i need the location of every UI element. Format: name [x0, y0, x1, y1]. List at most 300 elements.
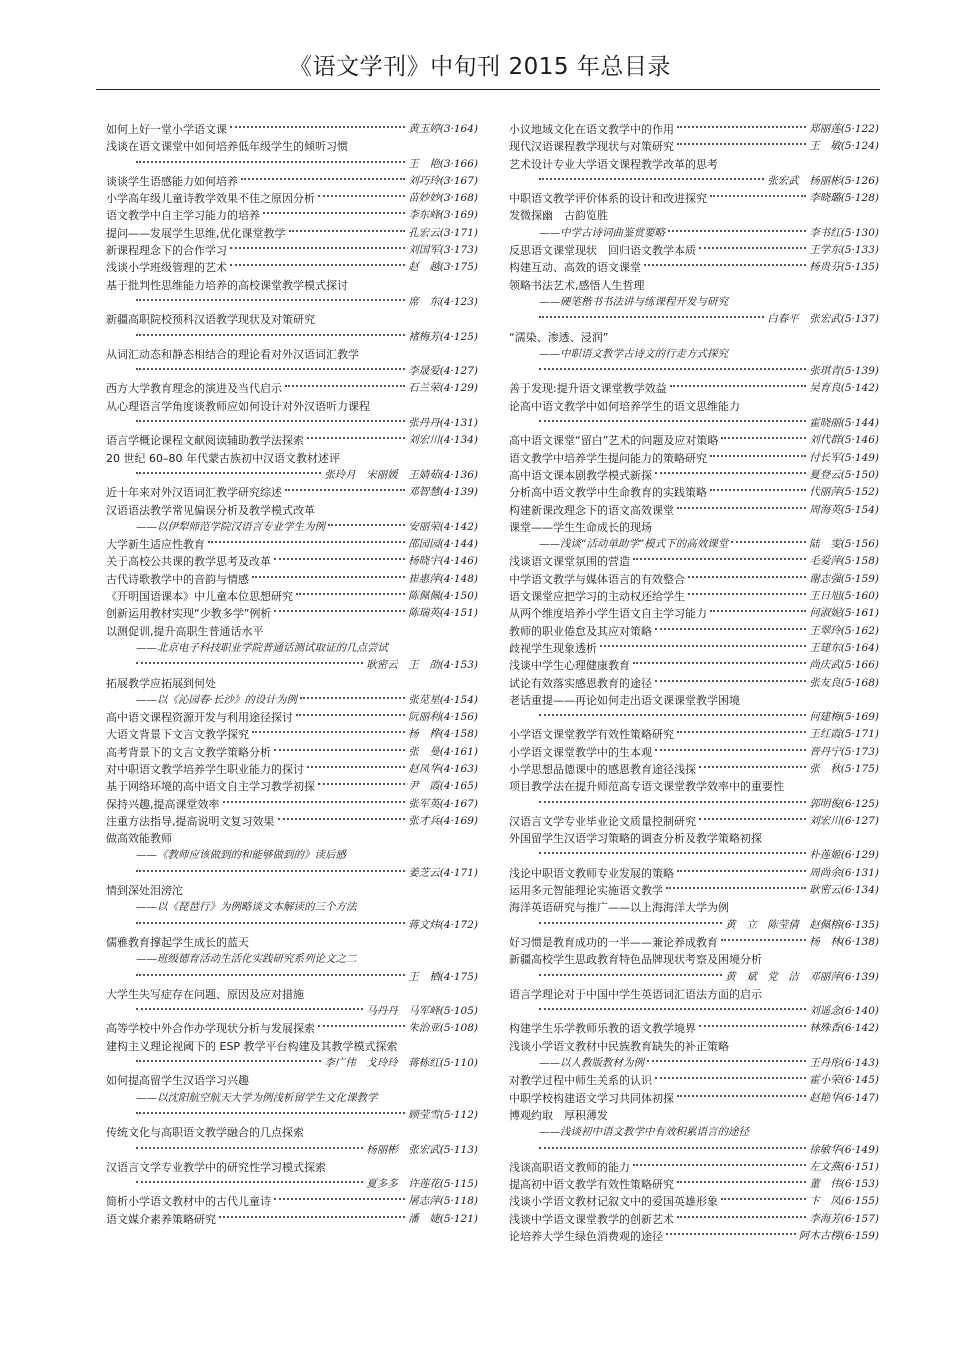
leader-dots [688, 571, 806, 578]
toc-entry-title: ——班级德育活动生活化实践研究系列论文之二 [136, 953, 357, 966]
toc-entry-author-page: 张苋星(4·154) [408, 693, 478, 706]
leader-dots [539, 415, 806, 422]
toc-entry-title: ——中职语文教学古诗文的行走方式探究 [539, 347, 728, 360]
toc-entry-title: 浅谈小学班级管理的艺术 [106, 261, 227, 275]
toc-entry-title: 海洋英语研究与推广——以上海海洋大学为例 [509, 901, 729, 915]
toc-author-line [106, 1107, 478, 1124]
toc-entry-title: 关于高校公共课的教学思考及改革 [106, 555, 271, 569]
leader-dots [136, 969, 405, 976]
toc-entry [106, 830, 478, 847]
toc-entry [106, 1072, 478, 1089]
toc-entry-title: 语文课堂应把学习的主动权还给学生 [509, 590, 685, 604]
leader-dots [230, 121, 405, 128]
toc-author-line [509, 917, 879, 934]
toc-entry-author-page: 邓智慧(4·139) [408, 486, 478, 499]
leader-dots [710, 190, 806, 197]
toc-author-line [509, 969, 879, 986]
toc-entry [106, 778, 478, 795]
toc-entry [106, 121, 478, 138]
toc-entry [509, 675, 879, 692]
toc-entry [509, 657, 879, 674]
toc-entry-title: 新疆高校学生思政教育特色品牌现状考察及困境分析 [509, 953, 762, 967]
toc-entry [106, 588, 478, 605]
toc-entry [509, 778, 879, 795]
leader-dots [539, 796, 806, 803]
toc-entry-author-page: 马丹丹 马军峰(5·105) [366, 1005, 478, 1018]
toc-entry [509, 467, 879, 484]
toc-entry-author-page: 李东峰(3·169) [408, 209, 478, 222]
toc-entry-author-page: 阮丽利(4·156) [408, 711, 478, 724]
leader-dots [731, 536, 806, 543]
toc-entry [509, 744, 879, 761]
toc-entry-author-page: 褚梅芳(4·125) [408, 330, 478, 343]
toc-entry-title: 教师的职业倦怠及其应对策略 [509, 624, 652, 638]
toc-subtitle-line [106, 1090, 478, 1107]
toc-entry [106, 1124, 478, 1141]
toc-entry [509, 1090, 879, 1107]
toc-entry [106, 380, 478, 397]
toc-entry-author-page: 黄 斌 党 洁 邓丽萍(6·139) [725, 970, 879, 983]
toc-entry-title: ——以伊犁师范学院汉语言专业学生为例 [136, 520, 325, 533]
toc-author-line [106, 415, 478, 432]
toc-entry [509, 865, 879, 882]
toc-entry [509, 553, 879, 570]
toc-entry [106, 398, 478, 415]
toc-entry-author-page: 赵 越(3·175) [408, 261, 478, 274]
leader-dots [136, 156, 405, 163]
toc-entry-author-page: 杨 桦(4·158) [408, 728, 478, 741]
leader-dots [289, 225, 406, 232]
toc-entry [106, 623, 478, 640]
toc-entry-author-page: 刘遥念(6·140) [809, 1005, 879, 1018]
toc-author-line [509, 847, 879, 864]
leader-dots [699, 761, 806, 768]
toc-entry-title: 小学高年级儿童诗教学效果不佳之原因分析 [106, 192, 315, 206]
toc-entry-title: 大学生失写症存在问题、原因及应对措施 [106, 987, 304, 1001]
leader-dots [136, 657, 363, 664]
toc-entry-author-page: 王日旭(5·160) [809, 590, 879, 603]
leader-dots [296, 588, 405, 595]
toc-entry-title: 拓展教学应拓展到何处 [106, 676, 216, 690]
toc-entry-author-page: 朴莲姬(6·129) [809, 849, 879, 862]
toc-entry [509, 484, 879, 501]
leader-dots [668, 225, 806, 232]
toc-entry-author-page: 王建东(5·164) [809, 641, 879, 654]
leader-dots [699, 242, 806, 249]
toc-entry-author-page: 席 东(4·123) [408, 295, 478, 308]
toc-entry-author-page: 吴育良(5·142) [809, 382, 879, 395]
toc-entry [106, 1159, 478, 1176]
leader-dots [539, 173, 764, 180]
leader-dots [677, 138, 806, 145]
toc-entry-author-page: 石兰荣(4·129) [408, 382, 478, 395]
toc-entry-title: 基于批判性思维能力培养的高校课堂教学模式探讨 [106, 278, 348, 292]
toc-entry [509, 692, 879, 709]
toc-entry [509, 726, 879, 743]
toc-entry-title: 语文教学中培养学生提问能力的策略研究 [509, 451, 707, 465]
toc-entry-author-page: 张军英(4·167) [408, 797, 478, 810]
leader-dots [539, 1003, 806, 1010]
toc-entry [106, 173, 478, 190]
toc-entry [509, 207, 879, 224]
toc-entry-title: 大语文背景下文言文教学探究 [106, 728, 249, 742]
toc-entry-title: 高中语文课堂“留白”艺术的问题及应对策略 [509, 434, 719, 448]
toc-entry-title: 外国留学生汉语学习策略的调查分析及教学策略初探 [509, 832, 762, 846]
toc-entry [509, 1038, 879, 1055]
toc-entry [509, 899, 879, 916]
toc-entry-author-page: 张 曼(4·161) [408, 745, 478, 758]
toc-entry-author-page: 何建梅(5·169) [809, 711, 879, 724]
leader-dots [677, 865, 806, 872]
toc-entry-author-page: 王 栖(4·175) [408, 970, 478, 983]
toc-entry-title: 新疆高职院校预科汉语教学现状及对策研究 [106, 313, 315, 327]
toc-entry-author-page: 李书红(5·130) [809, 226, 879, 239]
toc-entry-title: 近十年来对外汉语词汇教学研究综述 [106, 486, 282, 500]
toc-entry-author-page: 耿密云 王 劭(4·153) [366, 659, 478, 672]
toc-entry-author-page: 陆 雯(5·156) [809, 538, 879, 551]
toc-entry-title: ——中学古诗词曲鉴赏要略 [539, 226, 665, 239]
toc-entry-author-page: 杨丽彬 张宏武(5·113) [366, 1143, 478, 1156]
toc-entry [509, 761, 879, 778]
toc-entry-author-page: 李海芳(6·157) [809, 1212, 879, 1225]
toc-entry-author-page: 杨 林(6·138) [809, 935, 879, 948]
toc-author-line [106, 1003, 478, 1020]
toc-entry-title: 情到深处泪滂沱 [106, 884, 183, 898]
toc-entry [106, 1038, 478, 1055]
toc-entry-title: 《开明国语课本》中儿童本位思想研究 [106, 590, 293, 604]
leader-dots [318, 190, 405, 197]
leader-dots [644, 259, 806, 266]
toc-entry-author-page: 郑丽莲(5·122) [809, 123, 879, 135]
toc-entry-title: ——以人教版教材为例 [539, 1057, 644, 1070]
leader-dots [688, 588, 806, 595]
leader-dots [274, 1193, 405, 1200]
toc-entry-title: 儒雅教育撑起学生成长的蓝天 [106, 935, 249, 949]
leader-dots [285, 380, 405, 387]
toc-left-column [106, 121, 478, 1228]
leader-dots [539, 969, 722, 976]
leader-dots [710, 605, 806, 612]
leader-dots [223, 796, 406, 803]
toc-entry-title: 好习惯是教育成功的一半——兼论养成教育 [509, 935, 718, 949]
toc-entry-author-page: 林殊香(6·142) [809, 1022, 879, 1035]
leader-dots [307, 761, 405, 768]
leader-dots [677, 1176, 806, 1183]
toc-entry-author-page: 刘巧玲(3·167) [408, 174, 478, 187]
toc-entry-author-page: 周尚余(6·131) [809, 866, 879, 879]
toc-entry-author-page: 王 敏(5·124) [809, 140, 879, 153]
toc-entry-author-page: 张 秋(5·175) [809, 762, 879, 775]
toc-entry [106, 744, 478, 761]
toc-entry-author-page: 王 艳(3·166) [408, 157, 478, 170]
toc-entry [106, 502, 478, 519]
toc-entry-title: ——以《琵琶行》为例略谈文本解读的三个方法 [136, 901, 357, 914]
toc-entry-title: 运用多元智能理论实施语文教学 [509, 884, 663, 898]
leader-dots [710, 484, 806, 491]
toc-entry [509, 277, 879, 294]
toc-entry-title: 博观约取 厚积薄发 [509, 1108, 608, 1122]
toc-entry [509, 934, 879, 951]
toc-entry [106, 882, 478, 899]
toc-entry-title: 小议地域文化在语文教学中的作用 [509, 123, 674, 136]
leader-dots [539, 709, 806, 716]
toc-entry-title: 对教学过程中师生关系的认识 [509, 1074, 652, 1088]
leader-dots [136, 415, 405, 422]
toc-entry-title: 语文媒介素养策略研究 [106, 1212, 216, 1226]
leader-dots [633, 657, 806, 664]
toc-entry-title: 创新运用教材实现“少教多学”例析 [106, 607, 272, 621]
toc-subtitle-line [106, 899, 478, 916]
toc-entry-author-page: 张玲月 宋丽媛 王婧茹(4·136) [324, 468, 478, 481]
toc-author-line [106, 1055, 478, 1072]
leader-dots [136, 1107, 405, 1114]
toc-entry [106, 796, 478, 813]
toc-entry-title: 从两个维度培养小学生语文自主学习能力 [509, 607, 707, 621]
toc-entry-title: 浅谈小学语文教材记叙文中的爱国英雄形象 [509, 1195, 718, 1209]
leader-dots [655, 744, 806, 751]
leader-dots [278, 813, 406, 820]
toc-entry-title: 构建互动、高效的语文课堂 [509, 261, 641, 275]
toc-author-line [106, 865, 478, 882]
toc-entry [509, 329, 879, 346]
toc-entry-title: 大学新生适应性教育 [106, 538, 205, 552]
toc-author-line [106, 969, 478, 986]
toc-entry-author-page: 霍晓丽(5·144) [809, 417, 879, 430]
toc-entry-title: 提问——发展学生思维,优化课堂教学 [106, 226, 286, 240]
toc-entry-title: 现代汉语课程教学现状与对策研究 [509, 140, 674, 154]
toc-entry-title: 浅谈高职语文教师的能力 [509, 1160, 630, 1174]
toc-entry [509, 605, 879, 622]
toc-entry [509, 951, 879, 968]
toc-entry [509, 1072, 879, 1089]
toc-entry [106, 709, 478, 726]
toc-entry [106, 225, 478, 242]
toc-entry-title: 善于发现:提升语文课堂教学效益 [509, 382, 667, 396]
toc-entry-title: 汉语言文学专业教学中的研究性学习模式探索 [106, 1160, 326, 1174]
toc-entry [106, 311, 478, 328]
leader-dots [274, 605, 405, 612]
toc-right-column [509, 121, 879, 1245]
leader-dots [296, 709, 405, 716]
toc-entry [509, 986, 879, 1003]
toc-entry-author-page: 张丹丹(4·131) [408, 417, 478, 430]
toc-entry-title: 谈谈学生语感能力如何培养 [106, 174, 238, 188]
toc-entry-title: ——北京电子科技职业学院普通话测试取证的几点尝试 [136, 641, 388, 654]
toc-entry-title: 论高中语文教学中如何培养学生的语文思维能力 [509, 399, 740, 413]
toc-entry-title: 保持兴趣,提高课堂效率 [106, 797, 220, 811]
toc-entry-author-page: 杨贵芬(5·135) [809, 261, 879, 274]
toc-entry-title: 中职语文教学评价体系的设计和改进探究 [509, 192, 707, 206]
toc-entry-title: ——《教师应该做到的和能够做到的》读后感 [136, 849, 346, 862]
toc-entry [106, 605, 478, 622]
toc-entry-title: 汉语言文学专业毕业论文质量控制研究 [509, 814, 696, 828]
toc-entry-author-page: 徐敏华(6·149) [809, 1143, 879, 1156]
leader-dots [328, 519, 405, 526]
leader-dots [677, 121, 806, 128]
toc-author-line [106, 657, 478, 674]
leader-dots [252, 571, 405, 578]
toc-entry-title: 语言学概论课程文献阅读辅助教学法探索 [106, 434, 304, 448]
toc-entry-author-page: 苗妙妙(3·168) [408, 192, 478, 205]
toc-entry [106, 138, 478, 155]
toc-entry-title: 汉语语法教学常见偏误分析及教学模式改革 [106, 503, 315, 517]
toc-entry-author-page: 付长军(5·149) [809, 451, 879, 464]
leader-dots [721, 1193, 806, 1200]
toc-entry-author-page: 卞 凤(6·155) [809, 1195, 879, 1208]
toc-entry-title: 项目教学法在提升师范高专语文课堂教学效率中的重要性 [509, 780, 784, 794]
toc-author-line [509, 709, 879, 726]
toc-entry [509, 138, 879, 155]
leader-dots [677, 502, 806, 509]
toc-entry-author-page: 陈佩佩(4·150) [408, 590, 478, 603]
toc-author-line [106, 329, 478, 346]
toc-entry-author-page: 崔惠萍(4·148) [408, 572, 478, 585]
toc-entry [106, 1020, 478, 1037]
toc-entry [509, 190, 879, 207]
leader-dots [647, 1055, 806, 1062]
leader-dots [274, 553, 405, 560]
toc-author-line [509, 311, 879, 328]
toc-entry [106, 242, 478, 259]
toc-author-line [106, 467, 478, 484]
toc-entry-author-page: 黄 立 陈莹倩 赵佩榕(6·135) [725, 918, 879, 931]
toc-subtitle-line [509, 346, 879, 363]
toc-entry [509, 588, 879, 605]
toc-entry-title: 浅谈小学语文教材中民族教育缺失的补正策略 [509, 1039, 729, 1053]
toc-entry [106, 675, 478, 692]
toc-entry-title: ——浅谈初中语文教学中有效积累语言的途径 [539, 1126, 749, 1139]
toc-entry-author-page: 赵艳华(6·147) [809, 1091, 879, 1104]
toc-entry-author-page: 晋丹宁(5·173) [809, 745, 879, 758]
leader-dots [677, 726, 806, 733]
toc-entry-title: 老话重提——再论如何走出语文课课堂教学困境 [509, 693, 740, 707]
toc-subtitle-line [106, 640, 478, 657]
toc-entry [509, 571, 879, 588]
leader-dots [252, 726, 405, 733]
leader-dots [136, 294, 405, 301]
toc-entry-title: 如何上好一堂小学语文课 [106, 123, 227, 136]
toc-entry-author-page: 张才兵(4·169) [408, 814, 478, 827]
toc-entry [509, 242, 879, 259]
toc-author-line [509, 173, 879, 190]
toc-entry-author-page: 邵园园(4·144) [408, 538, 478, 551]
toc-entry-author-page: 杨晓宇(4·146) [408, 555, 478, 568]
toc-entry-author-page: 王丹彤(6·143) [809, 1057, 879, 1070]
toc-entry [106, 986, 478, 1003]
toc-entry [509, 623, 879, 640]
toc-entry-author-page: 朱治亚(5·108) [408, 1022, 478, 1035]
leader-dots [285, 484, 405, 491]
toc-entry-title: 西方大学教育理念的演进及当代启示 [106, 382, 282, 396]
toc-entry [509, 121, 879, 138]
leader-dots [136, 1003, 363, 1010]
toc-entry-author-page: 白春平 张宏武(5·137) [767, 313, 879, 326]
toc-entry [106, 726, 478, 743]
leader-dots [633, 553, 806, 560]
toc-entry [106, 277, 478, 294]
leader-dots [666, 882, 806, 889]
toc-author-line [106, 363, 478, 380]
toc-entry-title: ——浅谈“活动单助学”模式下的高效课堂 [539, 538, 729, 551]
leader-dots [136, 917, 405, 924]
toc-entry [509, 450, 879, 467]
toc-entry [509, 1228, 879, 1245]
toc-entry-author-page: 刘代群(5·146) [809, 434, 879, 447]
toc-entry-author-page: 尹 霞(4·165) [408, 780, 478, 793]
leader-dots [219, 1211, 405, 1218]
toc-entry-author-page: 左文燕(6·151) [809, 1160, 879, 1173]
toc-entry-author-page: 王红霞(5·171) [809, 728, 879, 741]
toc-entry-title: 领略书法艺术,感悟人生哲理 [509, 278, 645, 292]
toc-entry-title: 以测促训,提升高职生普通话水平 [106, 624, 264, 638]
leader-dots [655, 623, 806, 630]
toc-entry [509, 813, 879, 830]
toc-entry [106, 346, 478, 363]
leader-dots [539, 1142, 806, 1149]
toc-entry-title: 发微探幽 古韵览胜 [509, 209, 608, 223]
toc-entry-title: ——以《沁园春·长沙》的设计为例 [136, 693, 297, 706]
leader-dots [318, 778, 405, 785]
toc-entry-title: 浅谈中学生心理健康教育 [509, 659, 630, 673]
toc-entry-author-page: 毛爱萍(5·158) [809, 555, 879, 568]
leader-dots [136, 1176, 363, 1183]
toc-entry-title: 对中职语文教学培养学生职业能力的探讨 [106, 762, 304, 776]
toc-entry-title: 如何提高留学生汉语学习兴趣 [106, 1074, 249, 1088]
toc-entry [509, 259, 879, 276]
toc-entry-title: 论培养大学生绿色消费观的途径 [509, 1230, 663, 1243]
toc-entry-title: 构建学生乐学教师乐教的语文教学境界 [509, 1022, 696, 1036]
leader-dots [655, 1072, 806, 1079]
leader-dots [539, 363, 806, 370]
toc-entry-author-page: 刘宏川(6·127) [809, 814, 879, 827]
toc-entry [106, 571, 478, 588]
toc-author-line [106, 1176, 478, 1193]
toc-entry [509, 1107, 879, 1124]
toc-author-line [509, 415, 879, 432]
toc-entry-author-page: 王翠玲(5·162) [809, 624, 879, 637]
toc-entry [106, 207, 478, 224]
toc-entry [106, 1211, 478, 1228]
toc-entry-author-page: 刘国军(3·173) [408, 244, 478, 257]
toc-entry-author-page: 黄玉婷(3·164) [408, 123, 478, 135]
toc-subtitle-line [106, 519, 478, 536]
toc-author-line [509, 796, 879, 813]
leader-dots [666, 1228, 796, 1235]
page-title: 《语文学刊》中旬刊 2015 年总目录 [289, 54, 671, 80]
toc-subtitle-line [509, 225, 879, 242]
toc-entry-author-page: 王学东(5·133) [809, 244, 879, 257]
leader-dots [274, 744, 405, 751]
toc-entry-title: 试论有效落实感恩教育的途径 [509, 676, 652, 690]
toc-entry-author-page: 蒋文炜(4·172) [408, 918, 478, 931]
toc-entry [509, 1159, 879, 1176]
toc-subtitle-line [509, 1124, 879, 1141]
leader-dots [307, 432, 405, 439]
toc-entry-author-page: 阿木古楞(6·159) [798, 1230, 879, 1242]
toc-entry-author-page: 董 伟(6·153) [809, 1178, 879, 1191]
leader-dots [136, 363, 405, 370]
toc-author-line [509, 1003, 879, 1020]
toc-entry-author-page: 姜芝云(4·171) [408, 866, 478, 879]
toc-entry-author-page: 李广伟 戈玲玲 蒋栋红(5·110) [324, 1057, 478, 1070]
toc-entry-author-page: 何淑妮(5·161) [809, 607, 879, 620]
leader-dots [539, 917, 722, 924]
toc-entry-author-page: 夏登云(5·150) [809, 468, 879, 481]
toc-author-line [509, 363, 879, 380]
toc-subtitle-line [106, 692, 478, 709]
toc-entry [106, 934, 478, 951]
toc-entry-author-page: 安丽荣(4·142) [408, 520, 478, 533]
